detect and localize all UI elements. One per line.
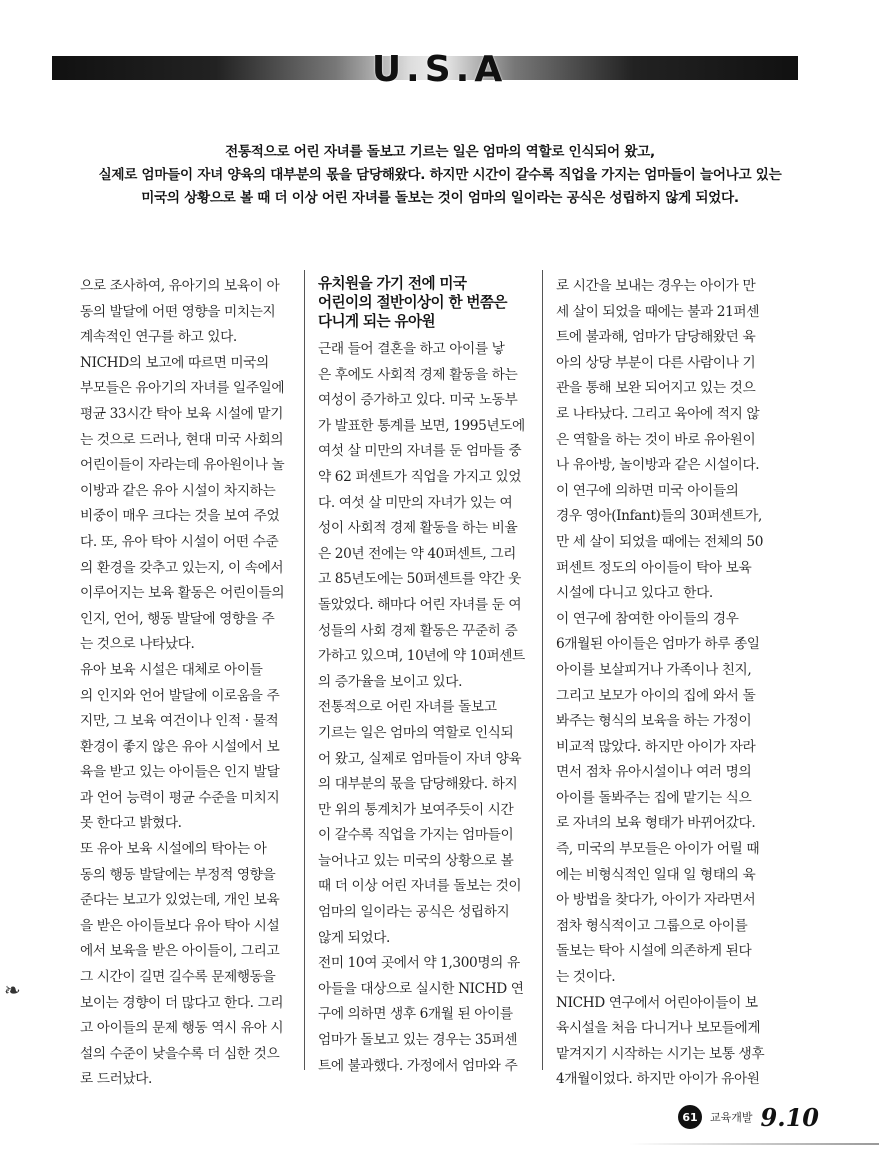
magazine-name: 교육개발 <box>710 1111 753 1124</box>
text-line: 그 시간이 길면 길수록 문제행동을 <box>80 969 276 986</box>
footer-rule <box>629 1143 879 1145</box>
magazine-issue: 9.10 <box>760 1102 819 1132</box>
intro-line: 전통적으로 어린 자녀를 돌보고 기르는 일은 엄마의 역할로 인식되어 왔고, <box>225 144 655 160</box>
text-line: 는 것이다. <box>556 969 616 986</box>
subsection-heading <box>318 274 526 331</box>
text-line: 육을 받고 있는 아이들은 인지 발달 <box>80 764 280 781</box>
text-line: 로 나타났다. 그리고 육아에 적지 않 <box>556 405 760 422</box>
intro-lead <box>40 141 840 210</box>
text-line: 엄마가 돌보고 있는 경우는 35퍼센 <box>318 1032 518 1049</box>
text-line: 준다는 보고가 있었는데, 개인 보육 <box>80 892 280 909</box>
text-line: 늘어나고 있는 미국의 상황으로 볼 <box>318 852 514 869</box>
text-line: 로 드러났다. <box>80 1071 153 1088</box>
text-line: 로 자녀의 보육 형태가 바뀌어갔다. <box>556 815 756 832</box>
text-line: 경우 영아(Infant)들의 30퍼센트가, <box>556 508 762 525</box>
text-line: 트에 불과해, 엄마가 담당해왔던 육 <box>556 329 756 346</box>
text-line: 성이 사회적 경제 활동을 하는 비율 <box>318 520 518 537</box>
text-line: 계속적인 연구를 하고 있다. <box>80 329 237 346</box>
article-column-2 <box>318 274 526 1074</box>
intro-line: 실제로 엄마들이 자녀 양육의 대부분의 몫을 담당해왔다. 하지만 시간이 갈수록 직업을 가지는 엄마들이 늘어나고 있는 <box>98 167 782 183</box>
text-line: 퍼센트 정도의 아이들이 탁아 보육 <box>556 559 752 576</box>
text-line: 고 아이들의 문제 행동 역시 유아 시 <box>80 1020 284 1037</box>
text-line: 는 것으로 나타났다. <box>80 636 195 653</box>
text-line: 약 62 퍼센트가 직업을 가지고 있었 <box>318 468 522 485</box>
text-line: 유치원을 가기 전에 미국 <box>318 275 467 292</box>
column-divider <box>304 270 305 1070</box>
text-line: 다. 여섯 살 미만의 자녀가 있는 여 <box>318 494 513 511</box>
text-line: 돌았었다. 해마다 어린 자녀를 둔 여 <box>318 596 522 613</box>
text-line: 어 왔고, 실제로 엄마들이 자녀 양육 <box>318 750 522 767</box>
column-2-body <box>318 337 526 1079</box>
section-title: U.S.A <box>371 49 508 90</box>
page-footer <box>678 1100 819 1134</box>
text-line: 아의 상당 부분이 다른 사람이나 기 <box>556 354 756 371</box>
text-line: 동의 행동 발달에는 부정적 영향을 <box>80 866 276 883</box>
text-line: 에서 보육을 받은 아이들이, 그리고 <box>80 943 280 960</box>
text-line: 봐주는 형식의 보육을 하는 가정이 <box>556 713 752 730</box>
text-line: 동의 발달에 어떤 영향을 미치는지 <box>80 303 276 320</box>
text-line: NICHD 연구에서 어린아이들이 보 <box>556 994 758 1011</box>
text-line: 만 위의 통계치가 보여주듯이 시간 <box>318 801 514 818</box>
text-line: 나 유아방, 놀이방과 같은 시설이다. <box>556 457 760 474</box>
text-line: 전미 10여 곳에서 약 1,300명의 유 <box>318 955 520 972</box>
text-line: 엄마의 일이라는 공식은 성립하지 <box>318 904 510 921</box>
text-line: 은 후에도 사회적 경제 활동을 하는 <box>318 366 518 383</box>
text-line: 의 대부분의 몫을 담당해왔다. 하지 <box>318 776 518 793</box>
text-line: 전통적으로 어린 자녀를 돌보고 <box>318 699 497 716</box>
text-line: 비교적 많았다. 하지만 아이가 자라 <box>556 738 756 755</box>
text-line: 4개월이었다. 하지만 아이가 유아원 <box>556 1071 760 1088</box>
text-line: 성들의 사회 경제 활동은 꾸준히 증 <box>318 622 518 639</box>
text-line: 아이를 보살피거나 가족이나 친지, <box>556 661 752 678</box>
page-number: 61 <box>678 1105 702 1129</box>
text-line: 아 방법을 찾다가, 아이가 자라면서 <box>556 892 756 909</box>
text-line: 비중이 매우 크다는 것을 보여 주었 <box>80 508 280 525</box>
text-line: 즉, 미국의 부모들은 아이가 어릴 때 <box>556 841 760 858</box>
text-line: 설의 수준이 낮을수록 더 심한 것으 <box>80 1045 280 1062</box>
text-line: 육시설을 처음 다니거나 보모들에게 <box>556 1020 761 1037</box>
text-line: 의 환경을 갖추고 있는지, 이 속에서 <box>80 559 284 576</box>
text-line: 때 더 이상 어린 자녀를 돌보는 것이 <box>318 878 522 895</box>
text-line: 면서 점차 유아시설이나 여러 명의 <box>556 764 752 781</box>
text-line: 시설에 다니고 있다고 한다. <box>556 585 713 602</box>
text-line: 어린이의 절반이상이 한 번쯤은 <box>318 294 507 311</box>
text-line: 은 20년 전에는 약 40퍼센트, 그리 <box>318 545 516 562</box>
text-line: 고 85년도에는 50퍼센트를 약간 웃 <box>318 571 521 588</box>
text-line: 못 한다고 밝혔다. <box>80 815 182 832</box>
article-column-3 <box>556 274 768 1088</box>
text-line: 어린이들이 자라는데 유아원이나 놀 <box>80 457 285 474</box>
text-line: 부모들은 유아기의 자녀를 일주일에 <box>80 380 285 397</box>
text-line: 평균 33시간 탁아 보육 시설에 맡기 <box>80 405 284 422</box>
text-line: 아이를 돌봐주는 집에 맡기는 식으 <box>556 789 752 806</box>
text-line: 않게 되었다. <box>318 929 391 946</box>
article-column-1 <box>80 274 286 1088</box>
text-line: 유아 보육 시설은 대체로 아이들 <box>80 661 263 678</box>
text-line: 세 살이 되었을 때에는 불과 21퍼센 <box>556 303 760 320</box>
text-line: 가 발표한 통계를 보면, 1995년도에 <box>318 417 525 434</box>
text-line: 이루어지는 보육 활동은 어린이들의 <box>80 585 285 602</box>
text-line: 그리고 보모가 아이의 집에 와서 돌 <box>556 687 756 704</box>
text-line: NICHD의 보고에 따르면 미국의 <box>80 354 269 371</box>
column-divider <box>542 270 543 1070</box>
text-line: 다. 또, 유아 탁아 시설이 어떤 수준 <box>80 533 279 550</box>
text-line: 이방과 같은 유아 시설이 차지하는 <box>80 482 276 499</box>
text-line: 의 증가율을 보이고 있다. <box>318 673 463 690</box>
text-line: 는 것으로 드러나, 현대 미국 사회의 <box>80 431 284 448</box>
text-line: 지만, 그 보육 여건이나 인적 · 물적 <box>80 713 279 730</box>
text-line: 만 세 살이 되었을 때에는 전체의 50 <box>556 533 764 550</box>
intro-line: 미국의 상황으로 볼 때 더 이상 어린 자녀를 돌보는 것이 엄마의 일이라는 공식은 성립하지 않게 되었다. <box>141 190 739 206</box>
text-line: 관을 통해 보완 되어지고 있는 것으 <box>556 380 756 397</box>
margin-ornament-icon: ❧ <box>4 978 21 1002</box>
text-line: 인지, 언어, 행동 발달에 영향을 주 <box>80 610 275 627</box>
text-line: 근래 들어 결혼을 하고 아이를 낳 <box>318 341 505 357</box>
text-line: 로 시간을 보내는 경우는 아이가 만 <box>556 278 756 294</box>
text-line: 점차 형식적이고 그룹으로 아이를 <box>556 917 748 934</box>
text-line: 돌보는 탁아 시설에 의존하게 된다 <box>556 943 752 960</box>
text-line: 맡겨지기 시작하는 시기는 보통 생후 <box>556 1045 765 1062</box>
text-line: 을 받은 아이들보다 유아 탁아 시설 <box>80 917 280 934</box>
text-line: 아들을 대상으로 실시한 NICHD 연 <box>318 980 524 997</box>
text-line: 기르는 일은 엄마의 역할로 인식되 <box>318 724 514 741</box>
text-line: 다니게 되는 유아원 <box>318 313 435 330</box>
text-line: 이 연구에 의하면 미국 아이들의 <box>556 482 739 499</box>
text-line: 환경이 좋지 않은 유아 시설에서 보 <box>80 738 280 755</box>
text-line: 트에 불과했다. 가정에서 엄마와 주 <box>318 1057 518 1074</box>
text-line: 가하고 있으며, 10년에 약 10퍼센트 <box>318 648 525 665</box>
text-line: 구에 의하면 생후 6개월 된 아이를 <box>318 1006 513 1023</box>
text-line: 과 언어 능력이 평균 수준을 미치지 <box>80 789 280 806</box>
text-line: 이 연구에 참여한 아이들의 경우 <box>556 610 739 627</box>
text-line: 으로 조사하여, 유아기의 보육이 아 <box>80 278 280 294</box>
text-line: 의 인지와 언어 발달에 이로움을 주 <box>80 687 280 704</box>
text-line: 6개월된 아이들은 엄마가 하루 종일 <box>556 636 760 653</box>
text-line: 여섯 살 미만의 자녀를 둔 엄마들 중 <box>318 443 522 460</box>
text-line: 여성이 증가하고 있다. 미국 노동부 <box>318 392 518 409</box>
text-line: 보이는 경향이 더 많다고 한다. 그리 <box>80 994 284 1011</box>
text-line: 이 갈수록 직업을 가지는 엄마들이 <box>318 827 514 844</box>
text-line: 에는 비형식적인 일대 일 형태의 육 <box>556 866 756 883</box>
text-line: 또 유아 보육 시설에의 탁아는 아 <box>80 841 267 858</box>
text-line: 은 역할을 하는 것이 바로 유아원이 <box>556 431 756 448</box>
